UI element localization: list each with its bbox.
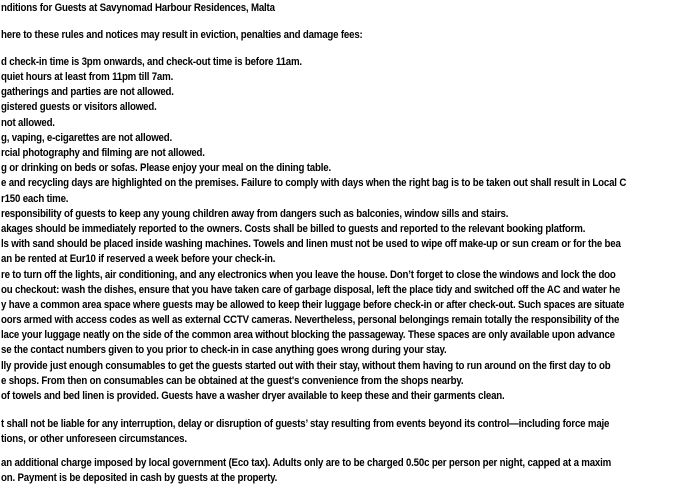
ecotax-line: an additional charge imposed by local government (Eco tax). Adults only are to be charged 0.50c per person per night, capped at a maxim — [1, 456, 612, 469]
rule-line: g or drinking on beds or sofas. Please enjoy your meal on the dining table. — [1, 162, 331, 175]
document-title: nditions for Guests at Savynomad Harbour Residences, Malta — [1, 2, 275, 14]
rule-line: y have a common area space where guests may be allowed to keep their luggage before check-in or after check-out. Such spaces are situate — [1, 298, 625, 311]
rule-line: ls with sand should be placed inside washing machines. Towels and linen must not be used to wipe off make-up or sun cream or for the bea — [1, 238, 621, 251]
rule-line: e shops. From then on consumables can be obtained at the guest's convenience from the shops nearby. — [1, 374, 464, 387]
rule-line: of towels and bed linen is provided. Guests have a washer dryer available to keep these and their garments clean. — [1, 390, 505, 402]
rule-line: gistered guests or visitors allowed. — [1, 101, 157, 114]
rule-line: rcial photography and filming are not allowed. — [1, 147, 205, 159]
rule-line: g, vaping, e-cigarettes are not allowed. — [1, 131, 173, 144]
rule-line: quiet hours at least from 11pm till 7am. — [1, 71, 174, 84]
liability-line: tions, or other unforeseen circumstances. — [1, 433, 187, 446]
rule-line: r150 each time. — [1, 192, 69, 205]
ecotax-line: on. Payment is be deposited in cash by guests at the property. — [1, 471, 278, 484]
rule-line: lly provide just enough consumables to get the guests started out with their stay, without them having to run around on the first day to ob — [1, 359, 611, 372]
rule-line: e and recycling days are highlighted on the premises. Failure to comply with days when the right bag is to be taken out shall result in Local C — [1, 177, 627, 190]
ecotax-paragraph — [1, 456, 700, 486]
rule-line: akages should be immediately reported to the owners. Costs shall be billed to guests and reported to the relevant booking platform. — [1, 222, 586, 235]
rule-line: oors armed with access codes as well as external CCTV cameras. Nevertheless, personal belongings remain totally the responsibility of the — [1, 314, 620, 327]
rule-line: an be rented at Eur10 if reserved a week before your check-in. — [1, 253, 276, 266]
rule-line: not allowed. — [1, 116, 55, 129]
rule-line: se the contact numbers given to you prior to check-in in case anything goes wrong during your stay. — [1, 344, 447, 357]
rules-paragraph — [1, 55, 700, 404]
rule-line: gatherings and parties are not allowed. — [1, 86, 174, 99]
liability-paragraph — [1, 417, 700, 447]
rule-line: ou checkout: wash the dishes, ensure that you have taken care of garbage disposal, left the place tidy and switched off the AC and water he — [1, 283, 621, 296]
intro-line: here to these rules and notices may result in eviction, penalties and damage fees: — [1, 28, 363, 41]
rule-line: d check-in time is 3pm onwards, and check-out time is before 11am. — [1, 55, 302, 68]
rule-line: responsibility of guests to keep any young children away from dangers such as balconies, window sills and stairs. — [1, 207, 509, 220]
rule-line: re to turn off the lights, air conditioning, and any electronics when you leave the house. Don’t forget to close the windows and lock the doo — [1, 268, 616, 281]
rule-line: lace your luggage neatly on the side of the common area without blocking the passageway. These spaces are only available upon advance — [1, 329, 615, 342]
liability-line: t shall not be liable for any interruption, delay or disruption of guests’ stay resulting from events beyond its control—including force maje — [1, 418, 610, 431]
